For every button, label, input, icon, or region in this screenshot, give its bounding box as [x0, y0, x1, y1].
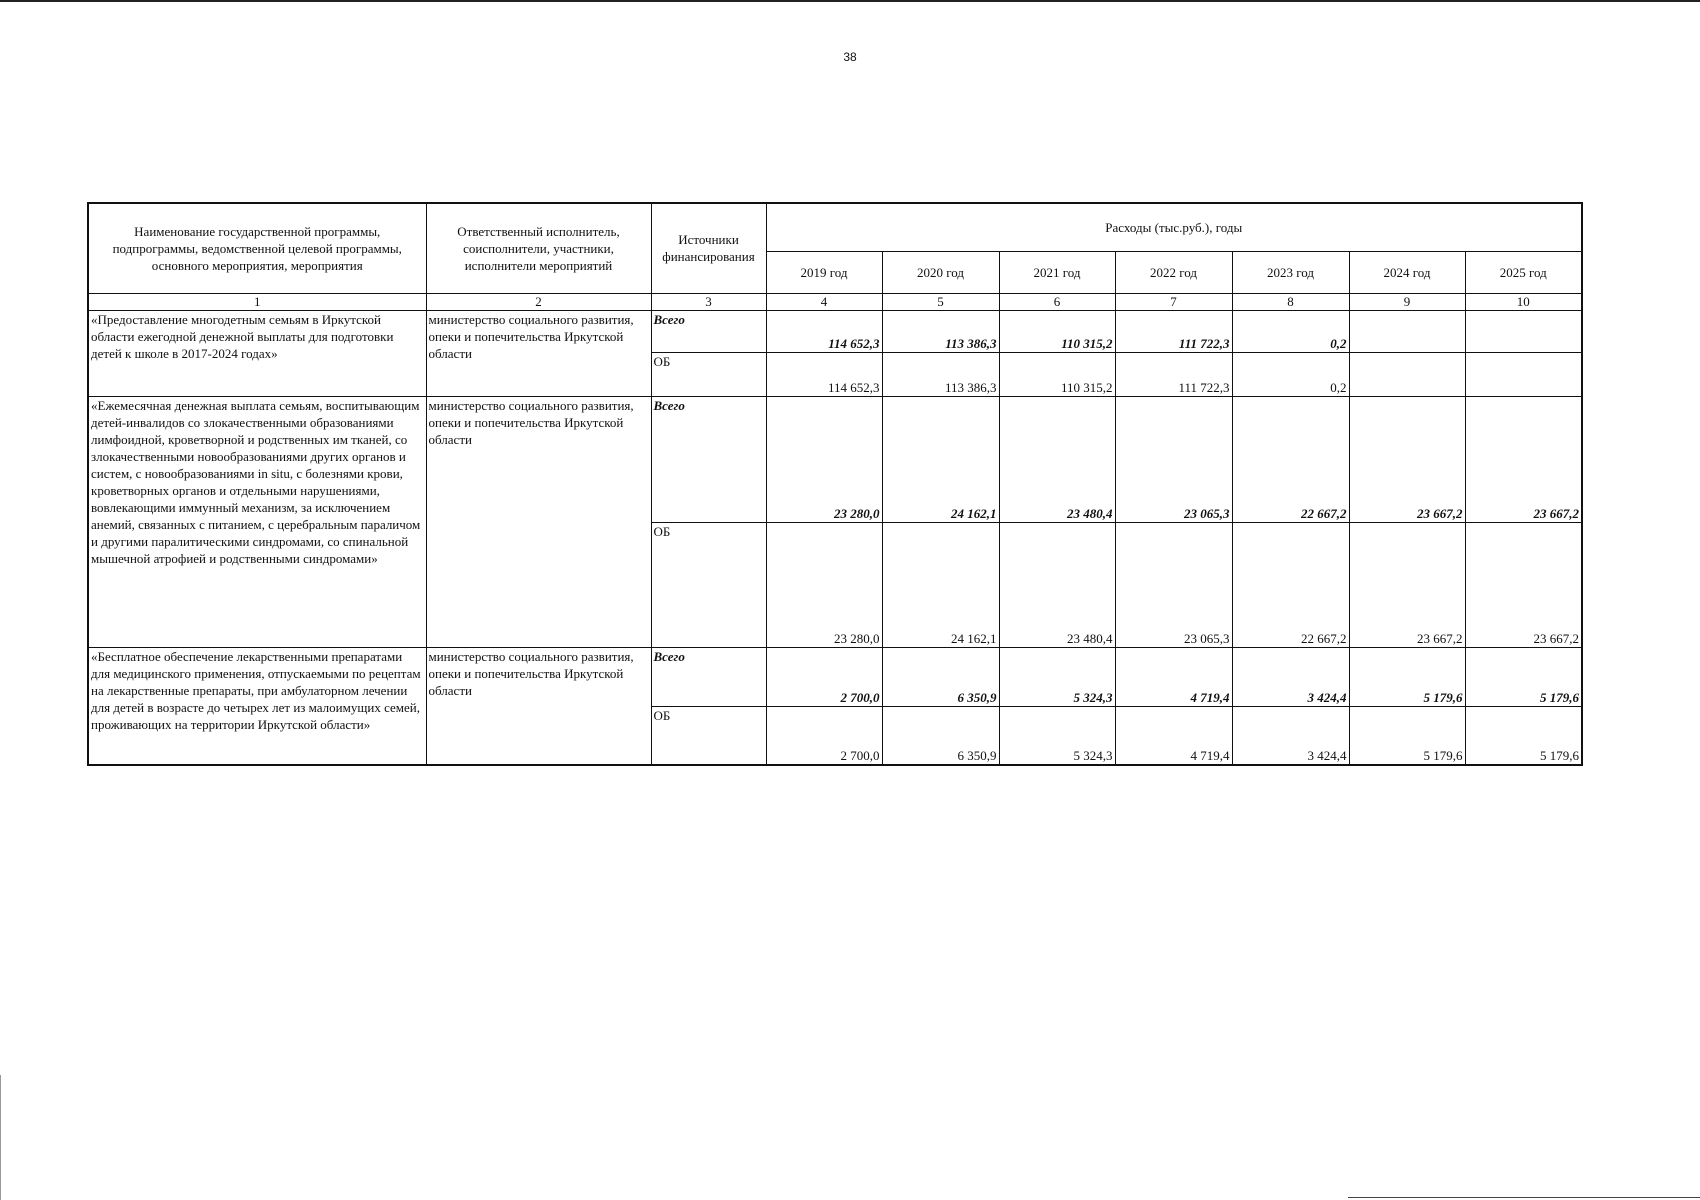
value-cell: 23 480,4 [999, 522, 1115, 647]
header-year: 2023 год [1232, 251, 1349, 293]
top-border-line [0, 0, 1700, 2]
column-number: 7 [1115, 293, 1232, 310]
value-cell: 3 424,4 [1232, 706, 1349, 765]
column-number: 9 [1349, 293, 1465, 310]
column-number: 6 [999, 293, 1115, 310]
source-total-label: Всего [651, 310, 766, 352]
value-cell: 110 315,2 [999, 352, 1115, 396]
scan-artifact-line [0, 1075, 1, 1200]
value-cell: 0,2 [1232, 310, 1349, 352]
header-year: 2025 год [1465, 251, 1582, 293]
value-cell: 23 667,2 [1349, 396, 1465, 522]
value-cell: 5 179,6 [1465, 706, 1582, 765]
column-number: 4 [766, 293, 882, 310]
value-cell: 23 280,0 [766, 522, 882, 647]
value-cell [1349, 352, 1465, 396]
value-cell: 2 700,0 [766, 647, 882, 706]
header-year: 2020 год [882, 251, 999, 293]
page-number: 38 [843, 50, 857, 64]
program-name-cell: «Бесплатное обеспечение лекарственными препаратами для медицинского применения, отпускаемыми по рецептам на лекарственные препараты, при амбулаторном лечении для детей в возрасте до четырех лет из малоимущих семей, проживающих на территории Иркутской области» [88, 647, 426, 765]
value-cell: 3 424,4 [1232, 647, 1349, 706]
value-cell: 22 667,2 [1232, 522, 1349, 647]
value-cell: 113 386,3 [882, 310, 999, 352]
source-total-label: Всего [651, 396, 766, 522]
column-number: 1 [88, 293, 426, 310]
value-cell: 5 179,6 [1349, 706, 1465, 765]
header-year: 2022 год [1115, 251, 1232, 293]
value-cell: 23 667,2 [1349, 522, 1465, 647]
program-name-cell: «Предоставление многодетным семьям в Иркутской области ежегодной денежной выплаты для подготовки детей к школе в 2017-2024 годах» [88, 310, 426, 396]
value-cell [1349, 310, 1465, 352]
value-cell: 23 667,2 [1465, 396, 1582, 522]
value-cell: 23 065,3 [1115, 396, 1232, 522]
table-row [88, 647, 1582, 706]
value-cell: 114 652,3 [766, 310, 882, 352]
value-cell: 23 280,0 [766, 396, 882, 522]
value-cell: 5 324,3 [999, 706, 1115, 765]
executor-cell: министерство социального развития, опеки и попечительства Иркутской области [426, 396, 651, 647]
header-program-name: Наименование государственной программы, подпрограммы, ведомственной целевой программы, основного мероприятия, мероприятия [88, 203, 426, 293]
source-ob-label: ОБ [651, 706, 766, 765]
column-number: 5 [882, 293, 999, 310]
value-cell: 4 719,4 [1115, 706, 1232, 765]
budget-table [87, 202, 1583, 766]
value-cell: 114 652,3 [766, 352, 882, 396]
value-cell: 111 722,3 [1115, 352, 1232, 396]
value-cell: 6 350,9 [882, 706, 999, 765]
value-cell: 110 315,2 [999, 310, 1115, 352]
value-cell: 23 667,2 [1465, 522, 1582, 647]
column-number: 3 [651, 293, 766, 310]
value-cell: 2 700,0 [766, 706, 882, 765]
value-cell: 5 324,3 [999, 647, 1115, 706]
header-year: 2024 год [1349, 251, 1465, 293]
value-cell: 24 162,1 [882, 396, 999, 522]
executor-cell: министерство социального развития, опеки и попечительства Иркутской области [426, 647, 651, 765]
executor-cell: министерство социального развития, опеки и попечительства Иркутской области [426, 310, 651, 396]
value-cell: 23 480,4 [999, 396, 1115, 522]
value-cell: 22 667,2 [1232, 396, 1349, 522]
header-year: 2019 год [766, 251, 882, 293]
value-cell: 111 722,3 [1115, 310, 1232, 352]
header-funding-source: Источники финансирования [651, 203, 766, 293]
source-total-label: Всего [651, 647, 766, 706]
header-executor: Ответственный исполнитель, соисполнители, участники, исполнители мероприятий [426, 203, 651, 293]
column-number: 2 [426, 293, 651, 310]
column-number-row [88, 293, 1582, 310]
value-cell: 4 719,4 [1115, 647, 1232, 706]
source-ob-label: ОБ [651, 352, 766, 396]
table-row [88, 310, 1582, 352]
source-ob-label: ОБ [651, 522, 766, 647]
value-cell: 113 386,3 [882, 352, 999, 396]
table-row [88, 396, 1582, 522]
column-number: 10 [1465, 293, 1582, 310]
column-number: 8 [1232, 293, 1349, 310]
value-cell: 23 065,3 [1115, 522, 1232, 647]
value-cell [1465, 352, 1582, 396]
value-cell: 5 179,6 [1349, 647, 1465, 706]
value-cell [1465, 310, 1582, 352]
value-cell: 6 350,9 [882, 647, 999, 706]
scan-artifact-line [1348, 1197, 1700, 1198]
value-cell: 0,2 [1232, 352, 1349, 396]
header-expenses: Расходы (тыс.руб.), годы [766, 203, 1582, 251]
program-name-cell: «Ежемесячная денежная выплата семьям, воспитывающим детей-инвалидов со злокачественными образованиями лимфоидной, кроветворной и родственных им тканей, со злокачественными новообразованиями других органов и систем, с новообразованиями in situ, с болезнями крови, кроветворных органов и отдельными нарушениями, вовлекающими иммунный механизм, за исключением анемий, связанных с питанием, с церебральным параличом и другими паралитическими синдромами, со спинальной мышечной атрофией и родственными синдромами» [88, 396, 426, 647]
header-year: 2021 год [999, 251, 1115, 293]
value-cell: 24 162,1 [882, 522, 999, 647]
value-cell: 5 179,6 [1465, 647, 1582, 706]
